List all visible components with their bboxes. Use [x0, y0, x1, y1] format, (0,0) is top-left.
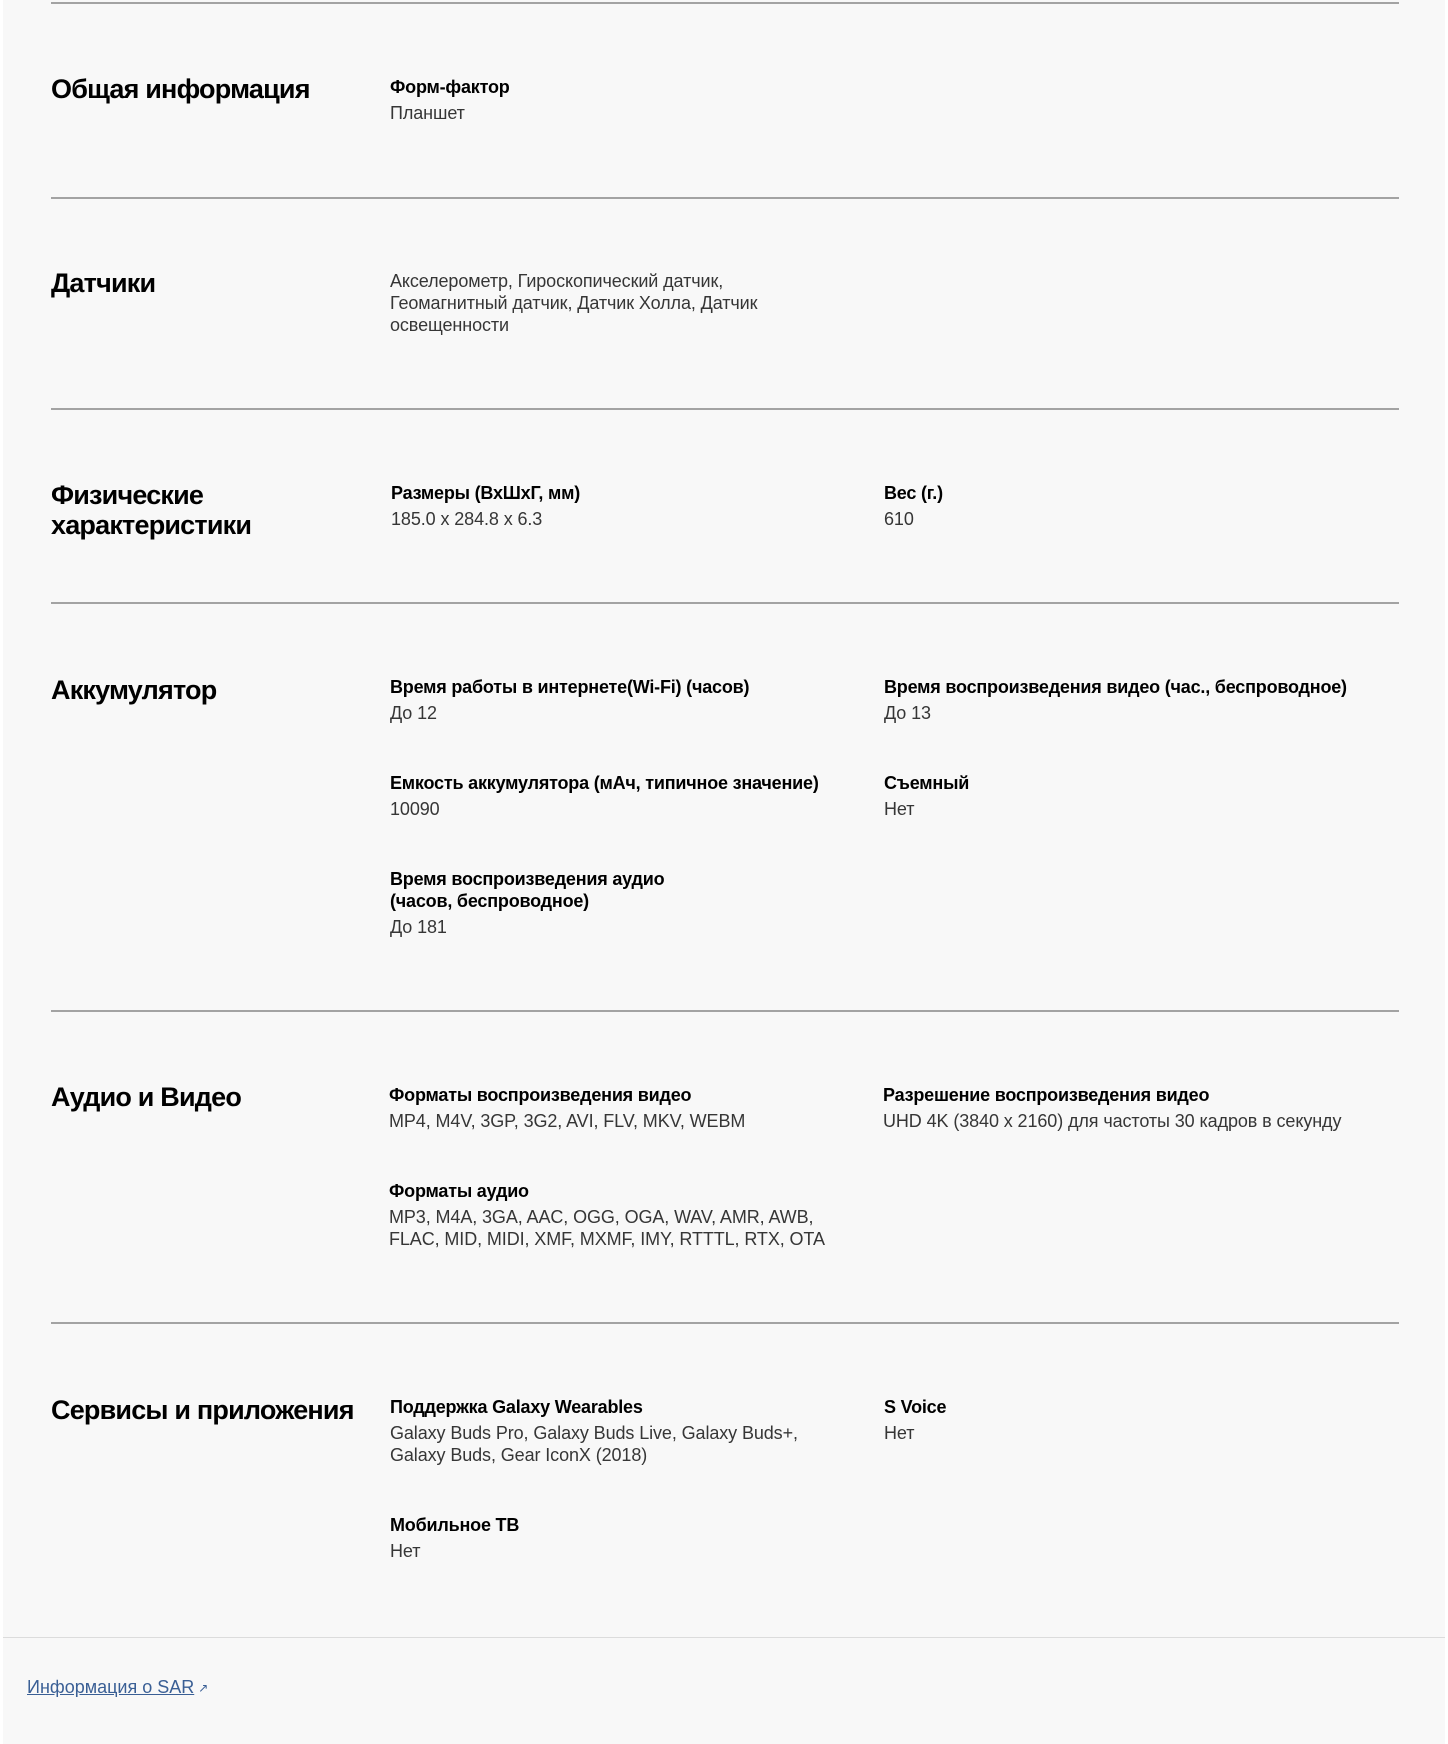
spec-value: До 181 — [390, 917, 447, 937]
spec-label: S Voice — [884, 1397, 947, 1417]
spec-value: 10090 — [390, 799, 440, 819]
spec-value: До 13 — [884, 703, 931, 723]
spec-wifi-time — [390, 676, 870, 724]
section-sensors — [51, 197, 1399, 409]
section-title: Общая информация — [51, 74, 310, 104]
section-audio-video — [51, 1010, 1399, 1324]
section-services — [51, 1322, 1399, 1634]
spec-value: Galaxy Buds Pro, Galaxy Buds Live, Galaxy Buds+, Galaxy Buds, Gear IconX (2018) — [390, 1423, 798, 1465]
spec-removable — [884, 772, 1364, 820]
spec-label: Разрешение воспроизведения видео — [883, 1085, 1210, 1105]
spec-video-formats — [389, 1084, 869, 1132]
spec-dimensions — [391, 482, 871, 530]
footer-divider — [3, 1637, 1445, 1638]
spec-label: Форматы воспроизведения видео — [389, 1085, 692, 1105]
spec-label: Размеры (ВхШхГ, мм) — [391, 483, 581, 503]
section-title: Аккумулятор — [51, 675, 217, 705]
spec-value: Планшет — [390, 103, 465, 123]
spec-label: Форм-фактор — [390, 77, 510, 97]
spec-s-voice — [884, 1396, 1364, 1444]
spec-value: UHD 4K (3840 x 2160) для частоты 30 кадров в секунду — [883, 1111, 1342, 1131]
sar-link-label: Информация о SAR — [27, 1677, 195, 1697]
spec-label: Емкость аккумулятора (мАч, типичное значение) — [390, 773, 819, 793]
spec-audio-playback-time — [390, 868, 720, 938]
spec-value: Нет — [884, 1423, 915, 1443]
spec-label: Время воспроизведения видео (час., беспроводное) — [884, 677, 1347, 697]
spec-label: Форматы аудио — [389, 1181, 529, 1201]
spec-video-resolution — [883, 1084, 1393, 1132]
spec-battery-capacity — [390, 772, 870, 820]
spec-form-factor — [390, 76, 870, 124]
spec-weight — [884, 482, 1364, 530]
spec-label: Съемный — [884, 773, 970, 793]
spec-label: Время воспроизведения аудио (часов, беспроводное) — [390, 869, 665, 911]
section-battery — [51, 602, 1399, 1012]
spec-value: До 12 — [390, 703, 437, 723]
specs-page — [3, 0, 1445, 1744]
spec-label: Время работы в интернете(Wi-Fi) (часов) — [390, 677, 750, 697]
spec-value: Акселерометр, Гироскопический датчик, Геомагнитный датчик, Датчик Холла, Датчик освещенности — [390, 271, 758, 335]
spec-galaxy-wearables — [390, 1396, 850, 1466]
spec-label: Вес (г.) — [884, 483, 943, 503]
spec-video-playback-time — [884, 676, 1364, 724]
section-title: Физические характеристики — [51, 480, 252, 540]
external-link-icon: ↗ — [198, 1681, 209, 1695]
sar-info-link[interactable] — [27, 1677, 208, 1698]
spec-value: Нет — [884, 799, 915, 819]
spec-mobile-tv — [390, 1514, 870, 1562]
spec-sensors — [390, 270, 760, 336]
spec-value: Нет — [390, 1541, 421, 1561]
spec-value: MP4, M4V, 3GP, 3G2, AVI, FLV, MKV, WEBM — [389, 1111, 746, 1131]
section-title: Сервисы и приложения — [51, 1395, 354, 1425]
spec-label: Поддержка Galaxy Wearables — [390, 1397, 643, 1417]
spec-label: Мобильное ТВ — [390, 1515, 520, 1535]
section-title: Датчики — [51, 268, 156, 298]
section-title: Аудио и Видео — [51, 1082, 242, 1112]
section-physical — [51, 408, 1399, 604]
spec-value: MP3, M4A, 3GA, AAC, OGG, OGA, WAV, AMR, AWB, FLAC, MID, MIDI, XMF, MXMF, IMY, RTTTL, RTX, OTA — [389, 1207, 825, 1249]
section-general — [51, 0, 1399, 197]
spec-value: 185.0 x 284.8 x 6.3 — [391, 509, 543, 529]
spec-audio-formats — [389, 1180, 839, 1250]
spec-value: 610 — [884, 509, 914, 529]
